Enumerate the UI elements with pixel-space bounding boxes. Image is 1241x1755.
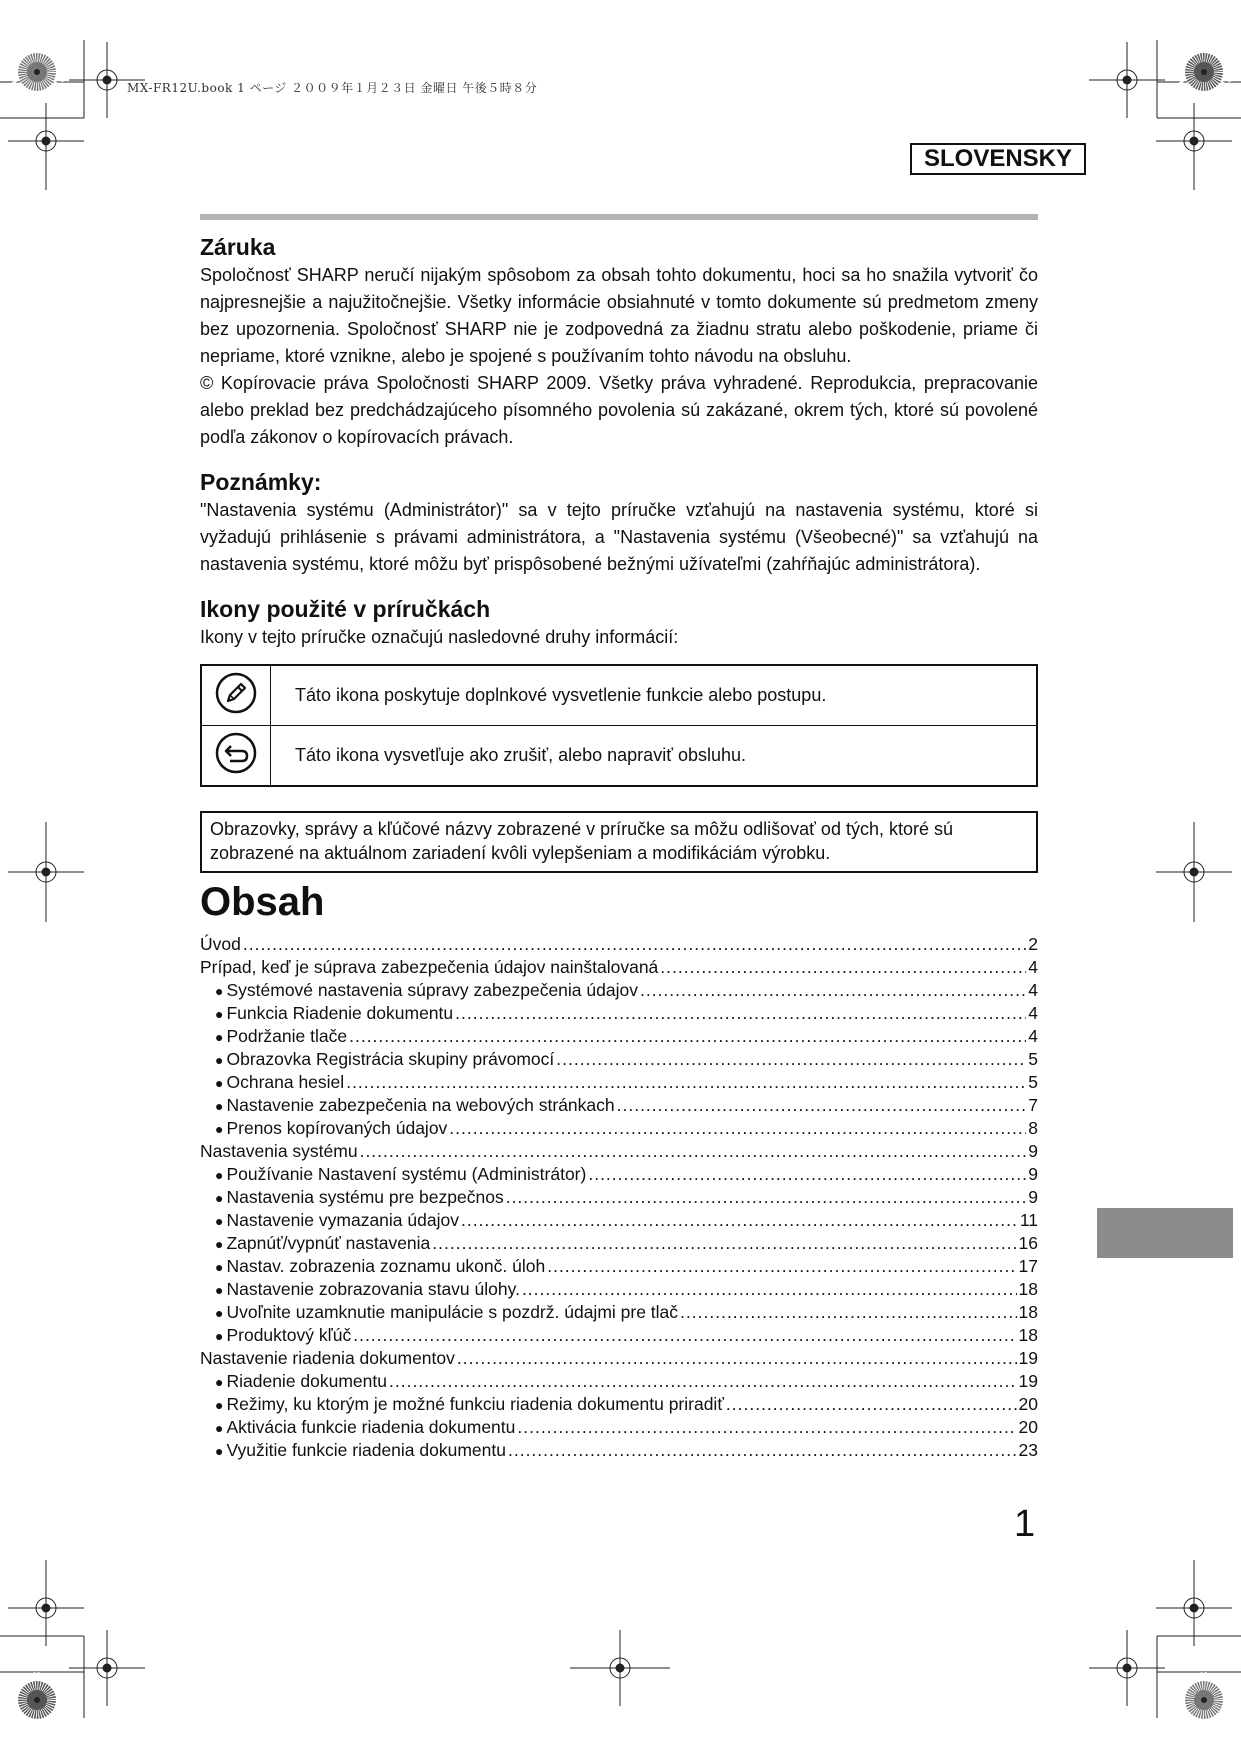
toc-entry[interactable] [200,1140,1038,1163]
toc-entry[interactable] [200,1094,1038,1117]
toc-entry[interactable] [200,1232,1038,1255]
toc-entry[interactable] [200,1324,1038,1347]
toc-leader-dots [389,1370,1017,1393]
toc-entry-label: ● Uvoľnite uzamknutie manipulácie s pozdrž. údajmi pre tlač [226,1302,679,1322]
toc-entry-page: 11 [1019,1210,1038,1230]
toc-leader-dots [588,1163,1026,1186]
toc-entry[interactable] [200,1025,1038,1048]
toc-entry-page: 9 [1028,1187,1038,1207]
table-row [201,726,1037,787]
toc-entry-label: ● Využitie funkcie riadenia dokumentu [226,1440,506,1460]
toc-entry-page: 19 [1018,1371,1038,1391]
toc-entry-label: ● Nastavenie vymazania údajov [226,1210,459,1230]
toc-entry-label: ● Aktivácia funkcie riadenia dokumentu [226,1417,516,1437]
toc-entry-page: 5 [1028,1072,1038,1092]
toc-entry-label: ● Ochrana hesiel [226,1072,345,1092]
top-rule [200,214,1038,220]
toc-entry[interactable] [200,1393,1038,1416]
toc-entry[interactable] [200,1416,1038,1439]
toc-entry[interactable] [200,1255,1038,1278]
toc-leader-dots [461,1209,1018,1232]
toc-leader-dots [640,979,1026,1002]
toc-entry-page: 18 [1018,1302,1038,1322]
toc-leader-dots [432,1232,1016,1255]
toc-leader-dots [508,1439,1017,1462]
toc-entry[interactable] [200,1163,1038,1186]
warranty-text: Spoločnosť SHARP neručí nijakým spôsobom za obsah tohto dokumentu, hoci sa ho snažila vytvoriť čo najpresnejšie a najužitočnejšie. Všetky informácie obsiahnuté v tomto dokumente sú predmetom zmeny bez upozornenia. Spoločnosť SHARP nie je zodpovedná za žiadnu stratu alebo poškodenie, priame či nepriame, ktoré vznikne, alebo je spojené s používaním tohto návodu na obsluhu. [200,265,1038,366]
table-row [201,665,1037,726]
toc-leader-dots [349,1025,1026,1048]
toc-entry[interactable] [200,1278,1038,1301]
toc-entry[interactable] [200,933,1038,956]
pencil-note-icon [214,671,258,715]
toc-leader-dots [360,1140,1027,1163]
toc-entry-label: Nastavenie riadenia dokumentov [200,1348,455,1368]
toc-entry-page: 7 [1028,1095,1038,1115]
chapter-tab [1097,1208,1233,1258]
toc-entry[interactable] [200,1002,1038,1025]
icons-heading: Ikony použité v príručkách [200,596,491,622]
toc-leader-dots [346,1071,1026,1094]
toc-entry-page: 18 [1018,1325,1038,1345]
toc-entry[interactable] [200,1071,1038,1094]
toc-leader-dots [243,933,1026,956]
toc-entry-label: ● Podržanie tlače [226,1026,348,1046]
table-of-contents [200,933,1038,1462]
toc-entry-page: 23 [1018,1440,1038,1460]
toc-entry[interactable] [200,979,1038,1002]
toc-leader-dots [506,1186,1027,1209]
toc-entry[interactable] [200,1209,1038,1232]
page-number: 1 [1014,1503,1036,1545]
icon-description: Táto ikona poskytuje doplnkové vysvetlenie funkcie alebo postupu. [271,665,1038,726]
notes-text: "Nastavenia systému (Administrátor)" sa v tejto príručke vzťahujú na nastavenia systému, ktoré si vyžadujú prihlásenie s právami administrátora, a "Nastavenia systému (Všeobecné)" sa vzťahujú na nastavenia systému, ktoré môžu byť prispôsobené bežnými užívateľmi (zahŕňajúc administrátora). [200,500,1038,574]
toc-title: Obsah [200,880,325,924]
toc-entry-page: 8 [1028,1118,1038,1138]
icons-table [200,664,1038,787]
toc-entry-page: 20 [1018,1417,1038,1437]
toc-entry-page: 4 [1028,980,1038,1000]
page-content [200,232,1038,1462]
toc-leader-dots [449,1117,1026,1140]
toc-entry-page: 18 [1018,1279,1038,1299]
toc-entry-label: ● Nastavenie zabezpečenia na webových stránkach [226,1095,615,1115]
toc-entry-page: 4 [1028,1003,1038,1023]
toc-leader-dots [556,1048,1026,1071]
language-label: SLOVENSKY [910,143,1086,175]
print-header: MX-FR12U.book 1 ページ ２００９年１月２３日 金曜日 午後５時８分 [127,81,538,95]
toc-entry-label: Prípad, keď je súprava zabezpečenia údajov nainštalovaná [200,957,659,977]
copyright-text: © Kopírovacie práva Spoločnosti SHARP 2009. Všetky práva vyhradené. Reprodukcia, prepracovanie alebo preklad bez predchádzajúceho písomného povolenia sú zakázané, okrem tých, ktoré sú povolené podľa zákonov o kopírovacích právach. [200,373,1038,447]
toc-leader-dots [455,1002,1026,1025]
toc-entry[interactable] [200,1117,1038,1140]
toc-leader-dots [726,1393,1017,1416]
toc-leader-dots [660,956,1026,979]
toc-entry-label: ● Systémové nastavenia súpravy zabezpečenia údajov [226,980,638,1000]
toc-entry-label: ● Režimy, ku ktorým je možné funkciu riadenia dokumentu priradiť [226,1394,724,1414]
warranty-heading: Záruka [200,234,276,260]
toc-entry-label: ● Prenos kopírovaných údajov [226,1118,448,1138]
toc-leader-dots [680,1301,1016,1324]
toc-entry-label: ● Nastavenie zobrazovania stavu úlohy. [226,1279,520,1299]
screen-notice: Obrazovky, správy a kľúčové názvy zobrazené v príručke sa môžu odlišovať od tých, ktoré sú zobrazené na aktuálnom zariadení kvôli vylepšeniam a modifikáciám výrobku. [200,811,1038,873]
toc-entry[interactable] [200,956,1038,979]
icons-intro: Ikony v tejto príručke označujú nasledovné druhy informácií: [200,627,679,647]
toc-leader-dots [547,1255,1016,1278]
toc-entry[interactable] [200,1370,1038,1393]
toc-leader-dots [522,1278,1017,1301]
toc-entry-page: 4 [1028,1026,1038,1046]
toc-entry-page: 9 [1028,1164,1038,1184]
toc-entry[interactable] [200,1048,1038,1071]
toc-leader-dots [617,1094,1027,1117]
toc-entry[interactable] [200,1439,1038,1462]
toc-leader-dots [457,1347,1017,1370]
toc-entry-page: 5 [1028,1049,1038,1069]
toc-entry[interactable] [200,1301,1038,1324]
toc-leader-dots [517,1416,1016,1439]
toc-entry-label: ● Obrazovka Registrácia skupiny právomocí [226,1049,555,1069]
toc-entry-label: Nastavenia systému [200,1141,358,1161]
toc-entry-label: ● Riadenie dokumentu [226,1371,387,1391]
toc-entry-page: 9 [1028,1141,1038,1161]
toc-entry-page: 19 [1018,1348,1038,1368]
toc-entry-page: 20 [1018,1394,1038,1414]
toc-entry-label: ● Funkcia Riadenie dokumentu [226,1003,454,1023]
toc-entry-label: ● Zapnúť/vypnúť nastavenia [226,1233,431,1253]
toc-entry-label: ● Nastavenia systému pre bezpečnos [226,1187,504,1207]
toc-entry-label: ● Nastav. zobrazenia zoznamu ukonč. úloh [226,1256,546,1276]
toc-entry-page: 16 [1018,1233,1038,1253]
icon-description: Táto ikona vysvetľuje ako zrušiť, alebo napraviť obsluhu. [271,726,1038,787]
toc-entry-page: 17 [1018,1256,1038,1276]
toc-entry-page: 2 [1028,934,1038,954]
notes-heading: Poznámky: [200,469,322,495]
toc-entry-label: ● Produktový kľúč [226,1325,352,1345]
toc-entry-label: Úvod [200,934,241,954]
undo-arrow-icon [214,731,258,775]
toc-entry-page: 4 [1028,957,1038,977]
toc-leader-dots [353,1324,1016,1347]
toc-entry[interactable] [200,1186,1038,1209]
toc-entry-label: ● Používanie Nastavení systému (Administrátor) [226,1164,587,1184]
toc-entry[interactable] [200,1347,1038,1370]
